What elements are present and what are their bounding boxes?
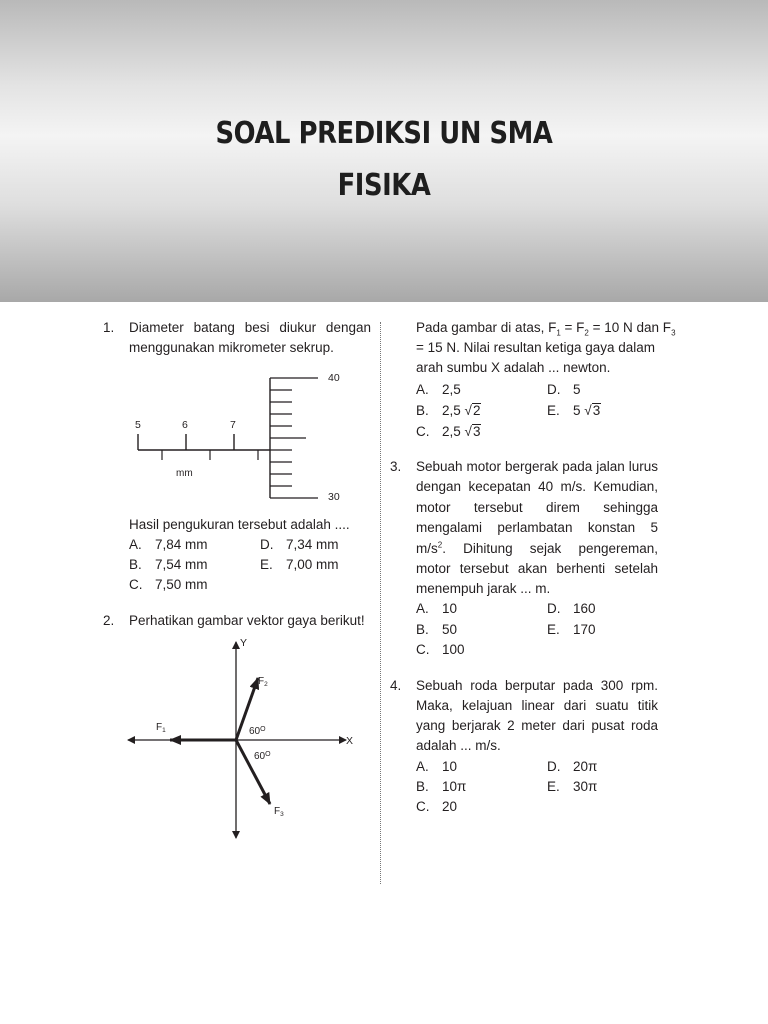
q4-option-a[interactable]: A. 10 bbox=[416, 759, 458, 774]
q1-option-e[interactable]: E. 7,00 mm bbox=[260, 557, 339, 572]
q2-option-c[interactable]: C. 2,5 √3 bbox=[416, 424, 481, 439]
q2-text-line1: Pada gambar di atas, $F_1 = F_2 = 10$ N dan $F_3$ bbox=[416, 320, 676, 338]
q4-number: 4. bbox=[390, 678, 402, 693]
sqrt-symbol: √ bbox=[464, 424, 472, 439]
q3-line2: dengan kecepatan 40 m/s. Kemudian, bbox=[416, 479, 658, 494]
q2-option-e[interactable]: E. 5 √3 bbox=[547, 403, 601, 418]
q2-option-a[interactable]: A. 2,5 bbox=[416, 382, 461, 397]
q4-option-b[interactable]: B. 10π bbox=[416, 779, 467, 794]
page-title: SOAL PREDIKSI UN SMA bbox=[215, 116, 553, 151]
sqrt-symbol: √ bbox=[464, 403, 472, 418]
q2-intro: Perhatikan gambar vektor gaya berikut! bbox=[129, 613, 365, 628]
header-banner bbox=[0, 0, 768, 302]
q3-line4: mengalami perlambatan konstan 5 bbox=[416, 520, 658, 535]
angle-upper-label: $60^O$ bbox=[249, 726, 266, 737]
q1-option-b[interactable]: B. 7,54 mm bbox=[129, 557, 208, 572]
scale-label-5: 5 bbox=[135, 419, 141, 431]
q1-question: Hasil pengukuran tersebut adalah .... bbox=[129, 517, 350, 532]
q2-text-line2: = 15 N. Nilai resultan ketiga gaya dalam bbox=[416, 340, 656, 355]
force-vector-figure bbox=[118, 632, 368, 842]
page-subtitle: FISIKA bbox=[337, 168, 431, 203]
q4-line4: adalah ... m/s. bbox=[416, 738, 501, 753]
y-axis-label: Y bbox=[240, 637, 248, 649]
column-divider bbox=[380, 322, 381, 884]
sqrt-symbol: √ bbox=[584, 403, 592, 418]
scale-label-7: 7 bbox=[230, 419, 236, 431]
q3-line5: $m/s^2$. Dihitung sejak pengereman, bbox=[416, 540, 658, 556]
thimble-label-30: 30 bbox=[328, 491, 340, 503]
x-axis-label: X bbox=[346, 735, 354, 747]
q1-number: 1. bbox=[103, 320, 115, 335]
q1-option-d[interactable]: D. 7,34 mm bbox=[260, 537, 339, 552]
q4-line1: Sebuah roda berputar pada 300 rpm. bbox=[416, 678, 658, 693]
f2-label: $F_2$ bbox=[258, 676, 268, 688]
f3-label: $F_3$ bbox=[274, 806, 284, 818]
q1-stem-line2: menggunakan mikrometer sekrup. bbox=[129, 340, 334, 355]
q4-option-d[interactable]: D. 20π bbox=[547, 759, 598, 774]
q3-option-a[interactable]: A. 10 bbox=[416, 601, 458, 616]
q3-number: 3. bbox=[390, 459, 402, 474]
f1-label: $F_1$ bbox=[156, 722, 166, 734]
q4-line2: Maka, kelajuan linear dari suatu titik bbox=[416, 698, 658, 713]
q1-option-a[interactable]: A. 7,84 mm bbox=[129, 537, 208, 552]
q1-option-c[interactable]: C. 7,50 mm bbox=[129, 577, 208, 592]
q2-option-d[interactable]: D. 5 bbox=[547, 382, 581, 397]
q3-option-e[interactable]: E. 170 bbox=[547, 622, 596, 637]
angle-lower-label: $60^O$ bbox=[254, 751, 271, 762]
scale-unit-label: mm bbox=[176, 468, 193, 479]
q4-option-e[interactable]: E. 30π bbox=[547, 779, 598, 794]
scale-label-6: 6 bbox=[182, 419, 188, 431]
force-vector-f3 bbox=[236, 740, 270, 804]
q2-option-b[interactable]: B. 2,5 √2 bbox=[416, 403, 481, 418]
q3-line7: menempuh jarak ... m. bbox=[416, 581, 551, 596]
q4-line3: yang berjarak 2 meter dari pusat roda bbox=[416, 718, 658, 733]
q3-line1: Sebuah motor bergerak pada jalan lurus bbox=[416, 459, 658, 474]
q3-line3: motor tersebut direm sehingga bbox=[416, 500, 658, 515]
thimble-label-40: 40 bbox=[328, 372, 340, 384]
q3-line6: motor tersebut akan berhenti setelah bbox=[416, 561, 658, 576]
q3-option-d[interactable]: D. 160 bbox=[547, 601, 596, 616]
q3-option-b[interactable]: B. 50 bbox=[416, 622, 458, 637]
q2-text-line3: arah sumbu X adalah ... newton. bbox=[416, 360, 611, 375]
micrometer-figure bbox=[128, 366, 358, 506]
q3-option-c[interactable]: C. 100 bbox=[416, 642, 465, 657]
q1-stem-line1: Diameter batang besi diukur dengan bbox=[129, 320, 371, 335]
q4-option-c[interactable]: C. 20 bbox=[416, 799, 458, 814]
q2-number: 2. bbox=[103, 613, 115, 628]
